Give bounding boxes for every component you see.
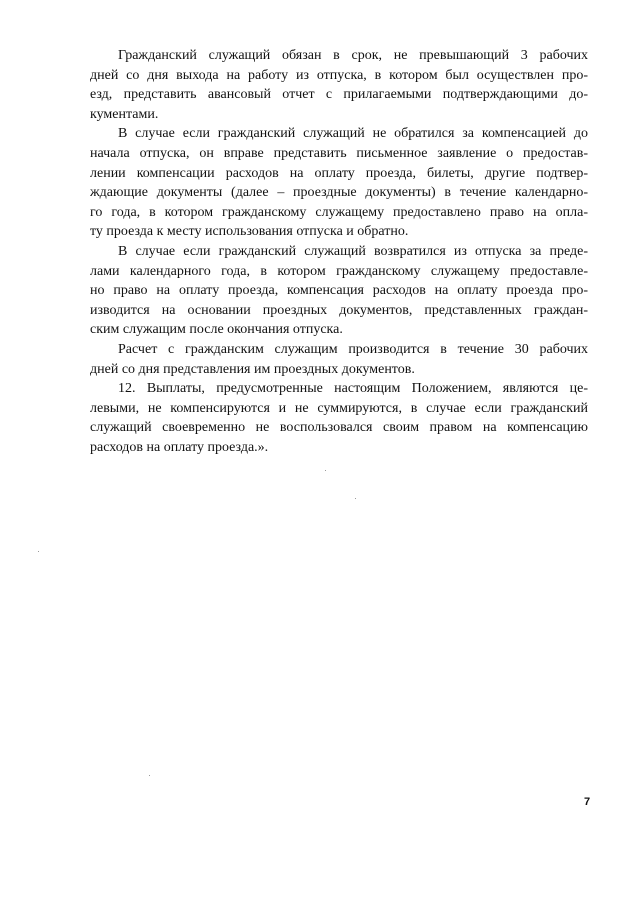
- text-line: Гражданский служащий обязан в срок, не превышающий 3 рабочих: [118, 48, 588, 63]
- text-line: дней со дня представления им проездных документов.: [90, 361, 415, 377]
- text-line: кументами.: [90, 106, 159, 122]
- paragraph: [90, 379, 588, 457]
- scan-speck: [38, 551, 39, 552]
- page-number: 7: [584, 796, 591, 808]
- paragraph: [90, 46, 588, 124]
- body-text: [90, 46, 588, 457]
- text-line: дней со дня выхода на работу из отпуска, в котором был осуществлен про-: [90, 67, 588, 83]
- text-line: 12. Выплаты, предусмотренные настоящим Положением, являются це-: [118, 381, 588, 397]
- scan-speck: [149, 775, 150, 776]
- text-line: Расчет с гражданским служащим производится в течение 30 рабочих: [118, 341, 588, 357]
- text-line: изводится на основании проездных документов, представленных граждан-: [90, 302, 588, 318]
- paragraph: [90, 242, 588, 340]
- text-line: левыми, не компенсируются и не суммируются, в случае если гражданский: [90, 400, 588, 416]
- text-line: ту проезда к месту использования отпуска и обратно.: [90, 224, 409, 240]
- text-line: лении компенсации расходов на оплату проезда, билеты, другие подтвер-: [90, 165, 588, 181]
- text-line: ским служащим после окончания отпуска.: [90, 322, 343, 338]
- text-line: В случае если гражданский служащий возвратился из отпуска за преде-: [118, 243, 588, 259]
- text-line: начала отпуска, он вправе представить письменное заявление о предостав-: [90, 145, 588, 161]
- text-line: ждающие документы (далее – проездные документы) в течение календарно-: [90, 185, 588, 201]
- text-line: езд, представить авансовый отчет с прилагаемыми подтверждающими до-: [90, 87, 588, 103]
- scan-speck: [325, 470, 326, 471]
- text-line: расходов на оплату проезда.».: [90, 439, 269, 455]
- paragraph: [90, 340, 588, 379]
- text-line: служащий своевременно не воспользовался своим правом на компенсацию: [90, 420, 588, 436]
- text-line: лами календарного года, в котором гражданскому служащему предоставле-: [90, 263, 588, 279]
- text-line: го года, в котором гражданскому служащему предоставлено право на опла-: [90, 204, 588, 220]
- text-line: но право на оплату проезда, компенсация расходов на оплату проезда про-: [90, 283, 588, 299]
- paragraph: [90, 124, 588, 242]
- text-line: В случае если гражданский служащий не обратился за компенсацией до: [118, 126, 588, 142]
- scan-speck: [355, 498, 356, 499]
